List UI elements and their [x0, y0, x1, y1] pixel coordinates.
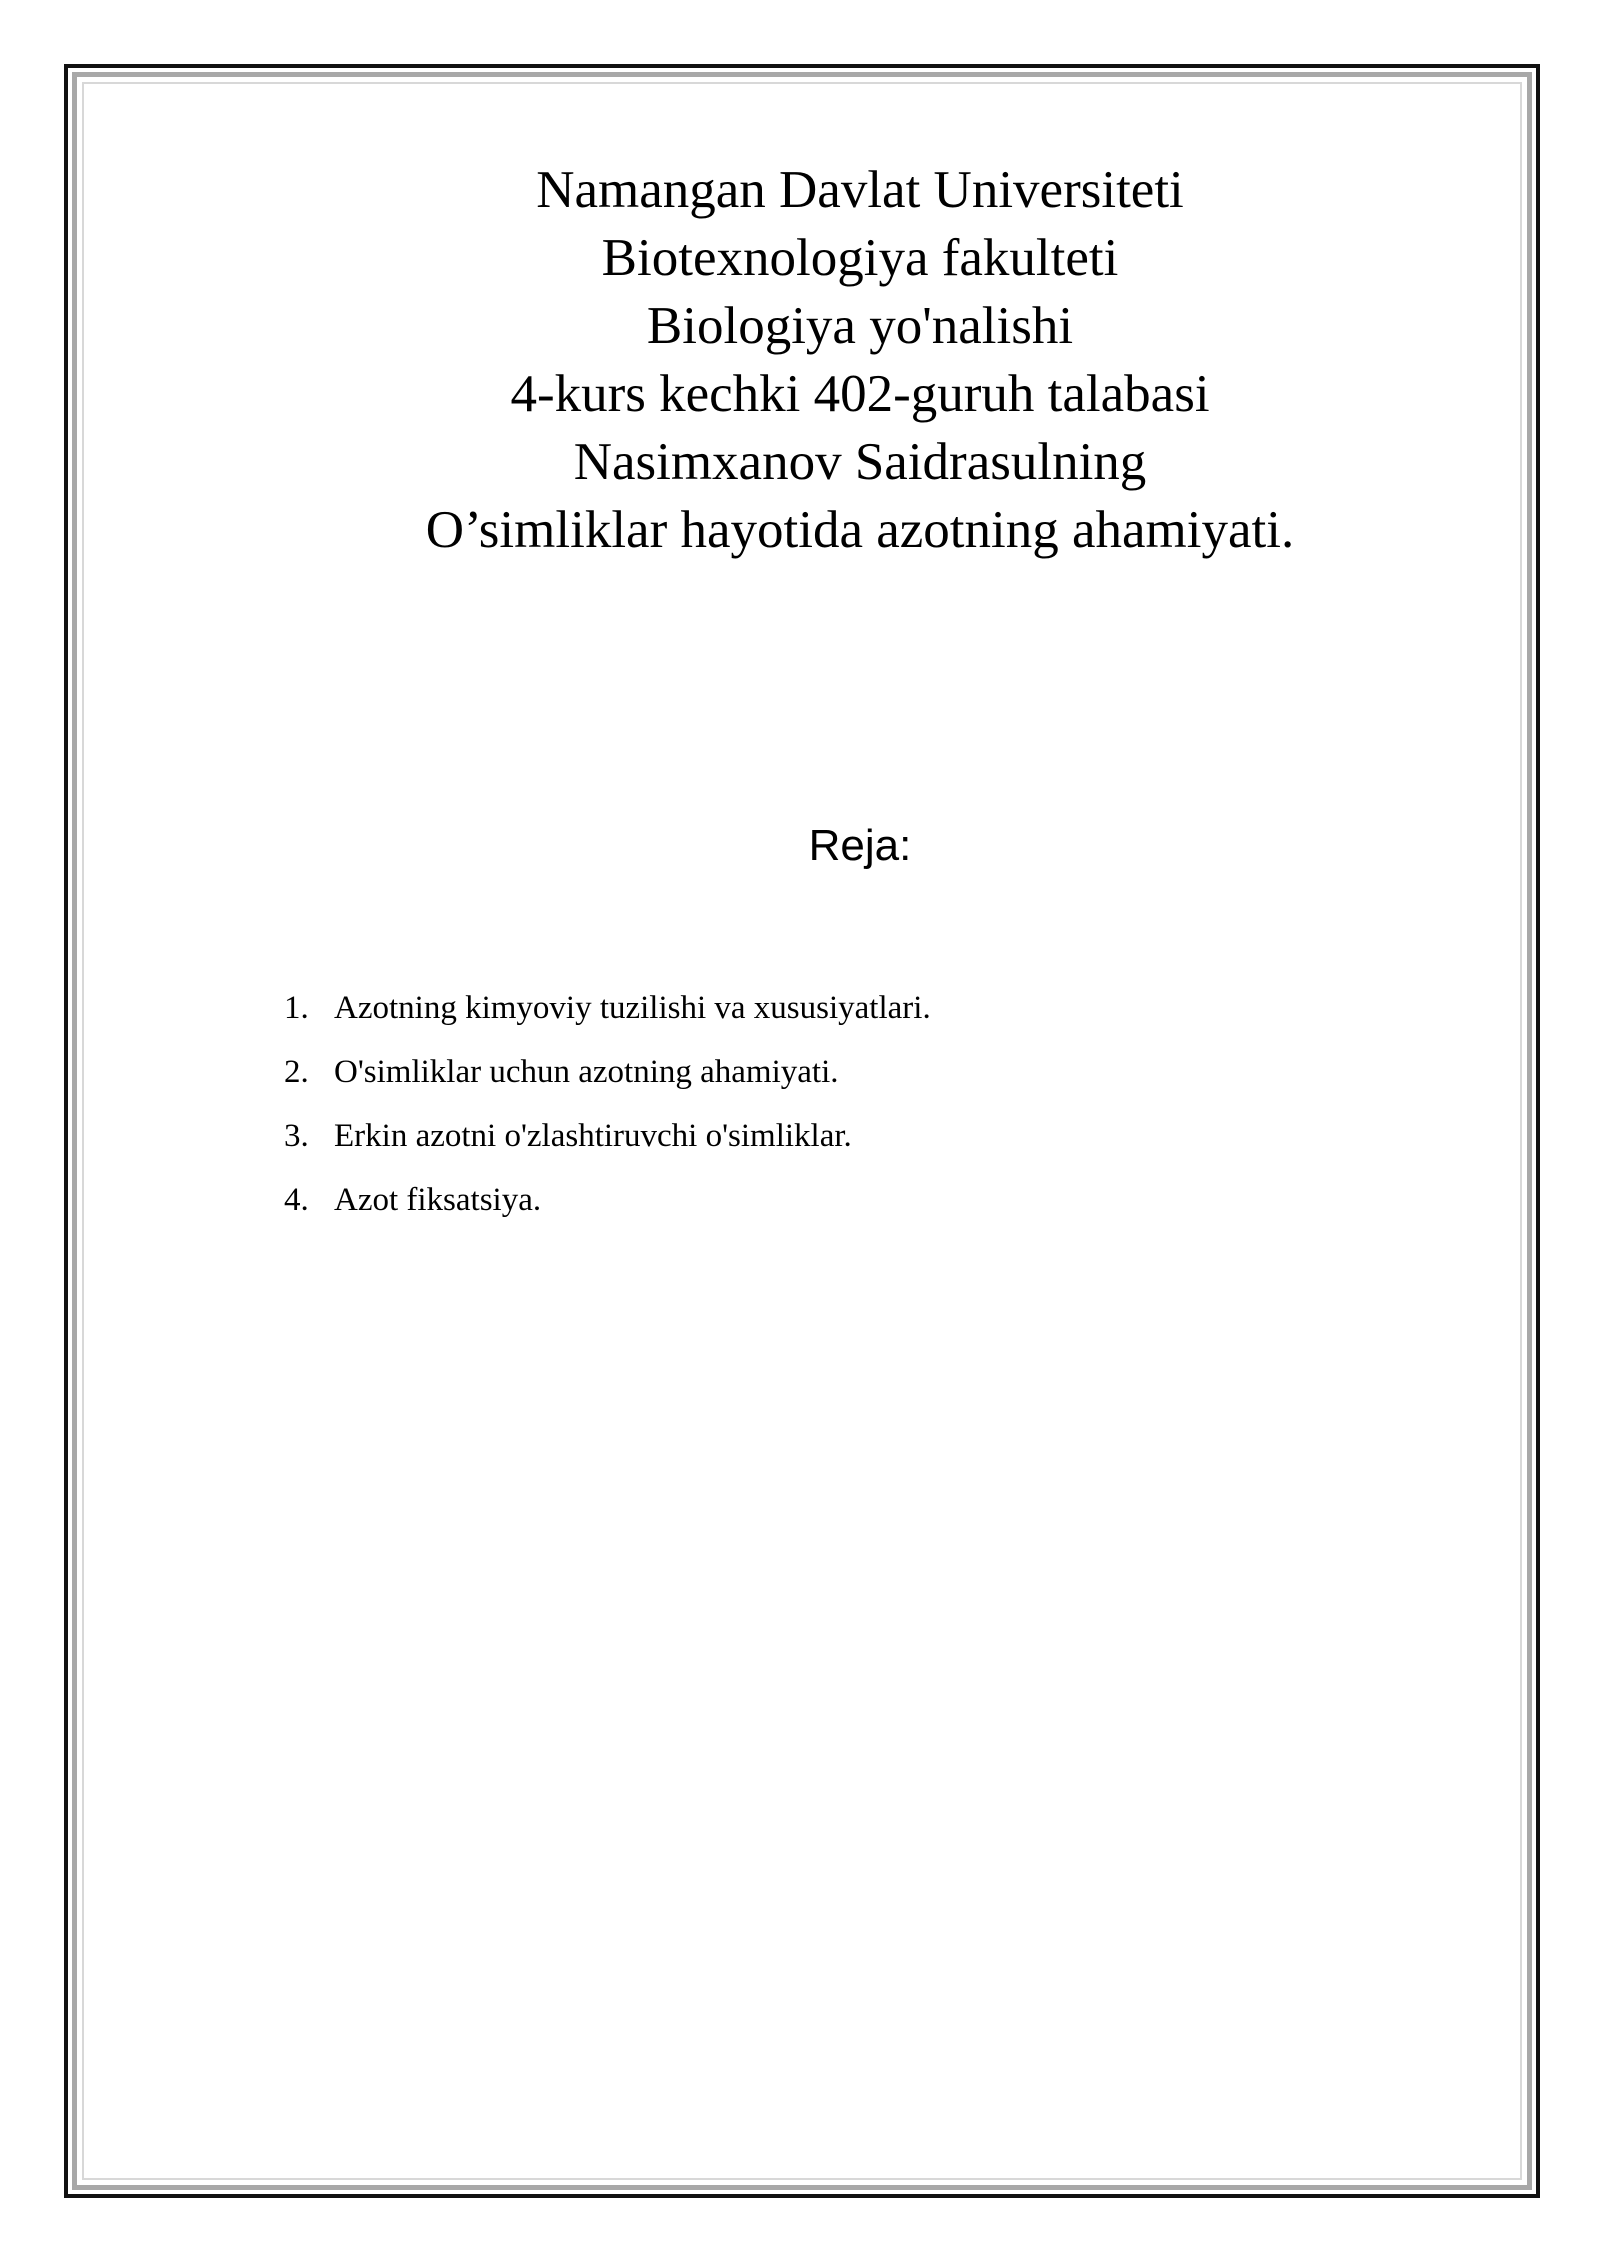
student-name: Nasimxanov Saidrasulning: [573, 433, 1147, 491]
title-block: [300, 156, 1420, 564]
plan-list-item: [284, 987, 931, 1051]
plan-item-number: 2.: [284, 1054, 309, 1090]
plan-list: [284, 987, 931, 1243]
plan-item-text: Erkin azotni o'zlashtiruvchi o'simliklar.: [334, 1118, 852, 1154]
plan-item-number: 4.: [284, 1182, 309, 1218]
plan-list-item: [284, 1115, 931, 1179]
university-name: Namangan Davlat Universiteti: [536, 161, 1184, 219]
plan-item-number: 3.: [284, 1118, 309, 1154]
student-course-group: 4-kurs kechki 402-guruh talabasi: [510, 365, 1210, 423]
plan-item-text: O'simliklar uchun azotning ahamiyati.: [334, 1054, 839, 1090]
plan-list-item: [284, 1179, 931, 1243]
plan-item-number: 1.: [284, 990, 309, 1026]
document-topic: O’simliklar hayotida azotning ahamiyati.: [425, 501, 1295, 559]
faculty-name: Biotexnologiya fakulteti: [601, 229, 1119, 287]
program-name: Biologiya yo'nalishi: [646, 297, 1074, 355]
plan-item-text: Azotning kimyoviy tuzilishi va xususiyatlari.: [334, 990, 931, 1026]
plan-heading: Reja:: [808, 821, 912, 870]
plan-item-text: Azot fiksatsiya.: [334, 1182, 542, 1218]
plan-list-item: [284, 1051, 931, 1115]
